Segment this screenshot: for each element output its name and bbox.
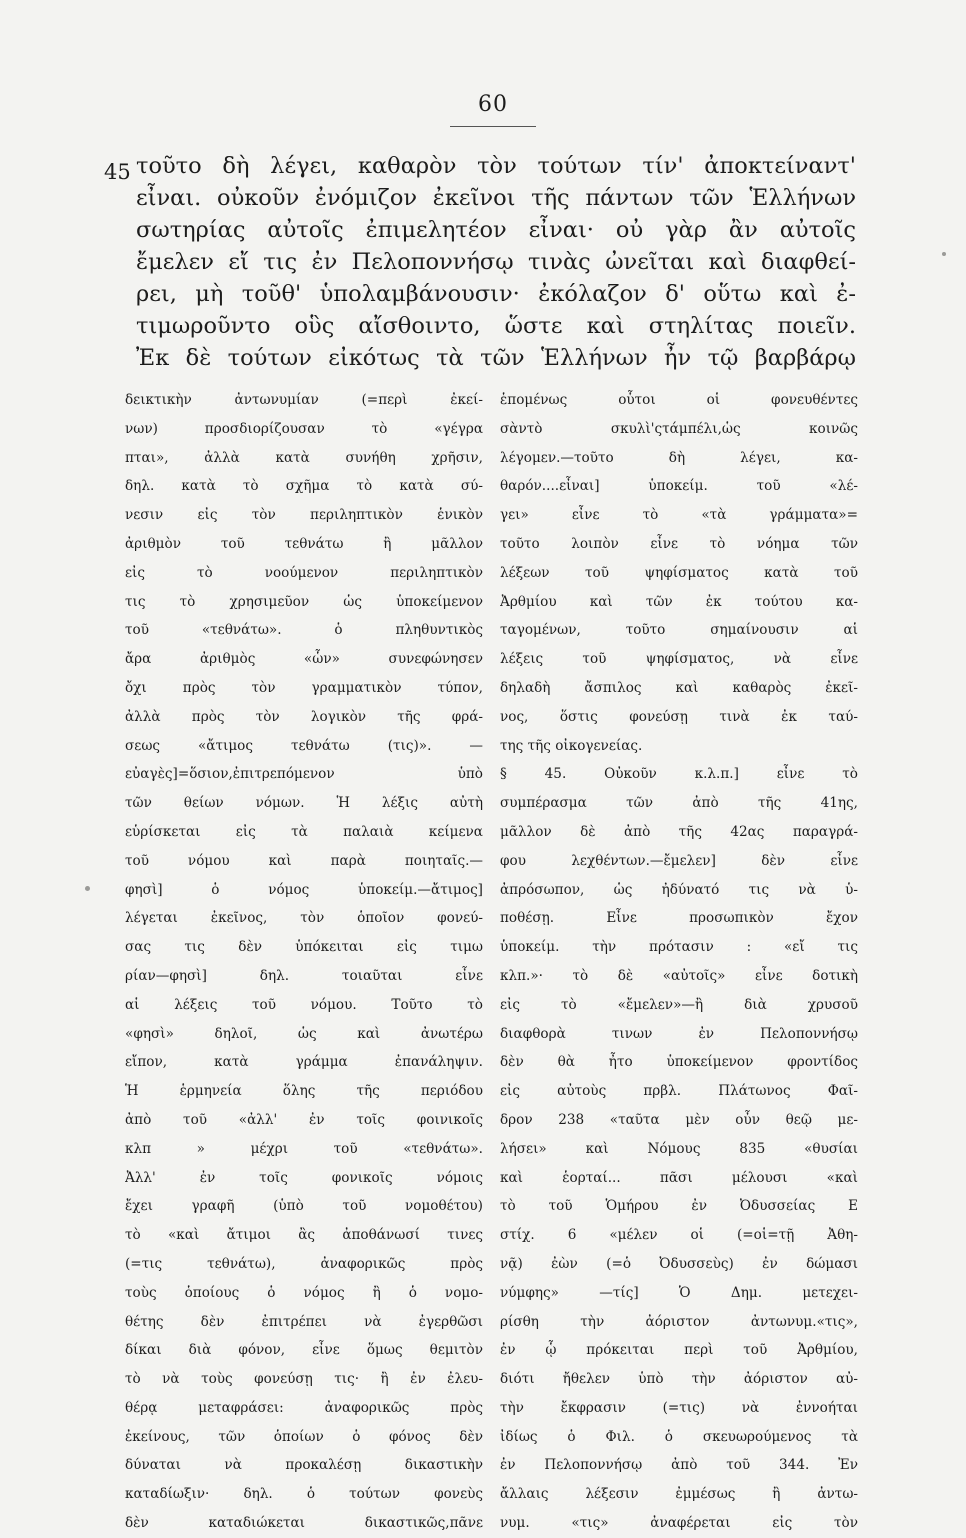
commentary-line: ἀλλὰ πρὸς τὸν λογικὸν τῆς φρά- — [125, 708, 483, 725]
commentary-line: ἐν ᾧ πρόκειται περὶ τοῦ Ἀρθμίου, — [500, 1342, 858, 1359]
commentary-line: στίχ. 6 «μέλεν οἱ (=οἱ=τῇ Ἀθη- — [500, 1227, 858, 1244]
commentary-line: διαφθορὰ τινων ἐν Πελοποννήσῳ — [500, 1025, 858, 1042]
commentary-line: νεσιν εἰς τὸν περιληπτικὸν ἑνικὸν — [125, 507, 483, 524]
commentary-line: νυμ. «τις» ἀναφέρεται εἰς τὸν — [500, 1515, 858, 1532]
commentary-line: νων) προσδιορίζουσαν τὸ «γέγρα — [125, 420, 483, 437]
commentary-right-column — [500, 386, 858, 1538]
commentary-line: γει» εἶνε τὸ «τὰ γράμματα»= — [500, 507, 858, 524]
commentary-line: τὸ «καὶ ἄτιμοι ἂς ἀποθάνωσί τινες — [125, 1227, 483, 1244]
main-text-line: εἶναι. οὐκοῦν ἐνόμιζον ἐκεῖνοι τῆς πάντων τῶν Ἑλλήνων — [136, 185, 856, 211]
commentary-line: ἐκείνους, τῶν ὁποίων ὁ φόνος δὲν — [125, 1428, 483, 1445]
commentary-line: δὲν καταδιώκεται δικαστικῶς,πᾶνε — [125, 1515, 483, 1532]
commentary-line: μᾶλλον δὲ ἀπὸ τῆς 42ας παραγρά- — [500, 823, 858, 840]
commentary-line: ρίσθη τὴν ἀόριστον ἀντωνυμ.«τις», — [500, 1313, 858, 1330]
commentary-line: τοῦτο λοιπὸν εἶνε τὸ νόημα τῶν — [500, 535, 858, 552]
commentary-line: δὲν θὰ ἦτο ὑποκείμενον φροντίδος — [500, 1054, 858, 1071]
commentary-line: δρον 238 «ταῦτα μὲν οὖν θεῷ με- — [500, 1111, 858, 1128]
commentary-line: σεως «ἄτιμος τεθνάτω (τις)». — — [125, 737, 483, 754]
commentary-line: κλπ.»· τὸ δὲ «αὐτοῖς» εἶνε δοτικὴ — [500, 967, 858, 984]
commentary-line: εἰς αὐτοὺς πρβλ. Πλάτωνος Φαῖ- — [500, 1083, 858, 1100]
commentary-line: σὰντὸ σκυλὶ'ςτάμπέλι,ὡς κοινῶς — [500, 420, 858, 437]
commentary-line: δύναται νὰ προκαλέσῃ δικαστικὴν — [125, 1457, 483, 1474]
paper-speck — [85, 886, 90, 891]
commentary-line: σας τις δὲν ὑπόκειται εἰς τιμω — [125, 939, 483, 956]
commentary-line: ὑποκείμ. τὴν πρότασιν : «εἴ τις — [500, 939, 858, 956]
commentary-line: τὸ τοῦ Ὁμήρου ἐν Ὀδυσσείας Ε — [500, 1198, 858, 1215]
commentary-line: τὴν ἔκφρασιν (=τις) νὰ ἐννοήται — [500, 1399, 858, 1416]
commentary-line: τῶν θείων νόμων. Ἡ λέξις αὐτὴ — [125, 795, 483, 812]
main-text-line: ρει, μὴ τοῦθ' ὑπολαμβάνουσιν· ἐκόλαζον δ' οὕτω καὶ ἐ- — [136, 281, 856, 307]
commentary-line: εὐαγὲς]=ὅσιον,ἐπιτρεπόμενον ὑπὸ — [125, 766, 483, 783]
commentary-line: ἀπρόσωπον, ὡς ἠδύνατό τις νὰ ὑ- — [500, 881, 858, 898]
commentary-line: εἰς τὸ «ἔμελεν»—ἢ διὰ χρυσοῦ — [500, 996, 858, 1013]
commentary-line: καταδίωξιν· δηλ. ὁ τούτων φονεὺς — [125, 1486, 483, 1503]
main-text-line: τιμωροῦντο οὓς αἴσθοιντο, ὥστε καὶ στηλίτας ποιεῖν. — [136, 313, 856, 339]
commentary-line: λέγομεν.—τοῦτο δὴ λέγει, κα- — [500, 449, 858, 466]
commentary-line: ἐν Πελοποννήσῳ ἀπὸ τοῦ 344. Ἐν — [500, 1457, 858, 1474]
commentary-line: ταγομένων, τοῦτο σημαίνουσιν αἱ — [500, 622, 858, 639]
commentary-line: εὑρίσκεται εἰς τὰ παλαιὰ κείμενα — [125, 823, 483, 840]
commentary-left-column — [125, 386, 483, 1538]
page-number-rule — [450, 126, 536, 127]
commentary-line: Ἡ ἑρμηνεία ὅλης τῆς περιόδου — [125, 1083, 483, 1100]
commentary-line: δηλαδὴ ἄσπιλος καὶ καθαρὸς ἐκεῖ- — [500, 679, 858, 696]
commentary-line: ἔχει γραφῆ (ὑπὸ τοῦ νομοθέτου) — [125, 1198, 483, 1215]
commentary-line: τὸ νὰ τοὺς φονεύσῃ τις· ἢ ἐν ἐλευ- — [125, 1371, 483, 1388]
commentary-line: ἄρα ἀριθμὸς «ὧν» συνεφώνησεν — [125, 651, 483, 668]
commentary-line: θέρᾳ μεταφράσει: ἀναφορικῶς πρὸς — [125, 1399, 483, 1416]
commentary-line: δηλ. κατὰ τὸ σχῆμα τὸ κατὰ σύ- — [125, 478, 483, 495]
main-text-line: Ἐκ δὲ τούτων εἰκότως τὰ τῶν Ἑλλήνων ἦν τῷ βαρβάρῳ — [136, 345, 856, 371]
commentary-line: τοῦ νόμου καὶ παρὰ ποιηταῖς.— — [125, 852, 483, 869]
commentary-line: θαρόν....εἶναι] ὑποκείμ. τοῦ «λέ- — [500, 478, 858, 495]
commentary-line: (=τις τεθνάτω), ἀναφορικῶς πρὸς — [125, 1255, 483, 1272]
commentary-line: καὶ ἑορταί... πᾶσι μέλουσι «καὶ — [500, 1169, 858, 1186]
paper-speck — [942, 252, 946, 256]
commentary-line: νᾷ) ἐὼν (=ὁ Ὀδυσσεὺς) ἐν δώμασι — [500, 1255, 858, 1272]
commentary-line: ἀριθμὸν τοῦ τεθνάτω ἢ μᾶλλον — [125, 535, 483, 552]
commentary-line: διότι ἤθελεν ὑπὸ τὴν ἀόριστον αὐ- — [500, 1371, 858, 1388]
commentary-line: φου λεχθέντων.—ἔμελεν] δὲν εἶνε — [500, 852, 858, 869]
commentary-line: ἰδίως ὁ Φιλ. ὁ σκευωρούμενος τὰ — [500, 1428, 858, 1445]
commentary-line: ἑπομένως οὗτοι οἱ φονευθέντες — [500, 392, 858, 408]
commentary-line: Ἀλλ' ἐν τοῖς φονικοῖς νόμοις — [125, 1169, 483, 1186]
commentary-line: πται», ἀλλὰ κατὰ συνήθη χρῆσιν, — [125, 449, 483, 466]
commentary-line: ἀπὸ τοῦ «ἀλλ' ἐν τοῖς φοινικοῖς — [125, 1111, 483, 1128]
commentary-line: «φησὶ» δηλοῖ, ὡς καὶ ἀνωτέρω — [125, 1025, 483, 1042]
commentary-line: εἴπον, κατὰ γράμμα ἐπανάληψιν. — [125, 1054, 483, 1071]
main-text-line: τοῦτο δὴ λέγει, καθαρὸν τὸν τούτων τίν' ἀποκτείναντ' — [136, 153, 856, 179]
commentary-line: νύμφης» —τίς] Ὁ Δημ. μετεχει- — [500, 1284, 858, 1301]
main-text-line: ἔμελεν εἴ τις ἐν Πελοποννήσῳ τινὰς ὠνεῖται καὶ διαφθεί- — [136, 249, 856, 275]
commentary-line: κλπ » μέχρι τοῦ «τεθνάτω». — [125, 1140, 483, 1157]
commentary-line: δεικτικὴν ἀντωνυμίαν (=περὶ ἐκεί- — [125, 392, 483, 408]
commentary-line: § 45. Οὐκοῦν κ.λ.π.] εἶνε τὸ — [500, 766, 858, 783]
commentary-line: ποθέσῃ. Εἶνε προσωπικὸν ἔχον — [500, 910, 858, 927]
commentary-line: ὄχι πρὸς τὸν γραμματικὸν τύπον, — [125, 679, 483, 696]
commentary-line: νος, ὅστις φονεύσῃ τινὰ ἐκ ταύ- — [500, 708, 858, 725]
commentary-line: τοὺς ὁποίους ὁ νόμος ἢ ὁ νομο- — [125, 1284, 483, 1301]
commentary-line: λέξεων τοῦ ψηφίσματος κατὰ τοῦ — [500, 564, 858, 581]
commentary-line: λέγεται ἐκεῖνος, τὸν ὁποῖον φονεύ- — [125, 910, 483, 927]
main-text-block — [136, 150, 856, 374]
commentary-line: της τῆς οἰκογενείας. — [500, 737, 643, 754]
commentary-line: θέτης δὲν ἐπιτρέπει νὰ ἐγερθῶσι — [125, 1313, 483, 1330]
page-number: 60 — [478, 92, 508, 117]
commentary-line: δίκαι διὰ φόνον, εἶνε ὅμως θεμιτὸν — [125, 1342, 483, 1359]
commentary-line: αἱ λέξεις τοῦ νόμου. Τοῦτο τὸ — [125, 996, 483, 1013]
commentary-line: λέξεις τοῦ ψηφίσματος, νὰ εἶνε — [500, 651, 858, 668]
commentary-line: ἄλλαις λέξεσιν ἐμμέσως ἢ ἀντω- — [500, 1486, 858, 1503]
commentary-line: εἰς τὸ νοούμενον περιληπτικὸν — [125, 564, 483, 581]
commentary-line: λήσει» καὶ Νόμους 835 «θυσίαι — [500, 1140, 858, 1157]
commentary-line: τοῦ «τεθνάτω». ὁ πληθυντικὸς — [125, 622, 483, 639]
commentary-line: συμπέρασμα τῶν ἀπὸ τῆς 41ης, — [500, 795, 858, 812]
commentary-line: ρίαν—φησὶ] δηλ. τοιαῦται εἶνε — [125, 967, 483, 984]
commentary-line: τις τὸ χρησιμεῦον ὡς ὑποκείμενον — [125, 593, 483, 610]
commentary-line: φησὶ] ὁ νόμος ὑποκείμ.—ἄτιμος] — [125, 881, 483, 898]
line-number-marker: 45 — [104, 160, 131, 184]
commentary-line: Ἀρθμίου καὶ τῶν ἐκ τούτου κα- — [500, 593, 858, 610]
main-text-line: σωτηρίας αὐτοῖς ἐπιμελητέον εἶναι· οὐ γὰρ ἂν αὐτοῖς — [136, 217, 856, 243]
